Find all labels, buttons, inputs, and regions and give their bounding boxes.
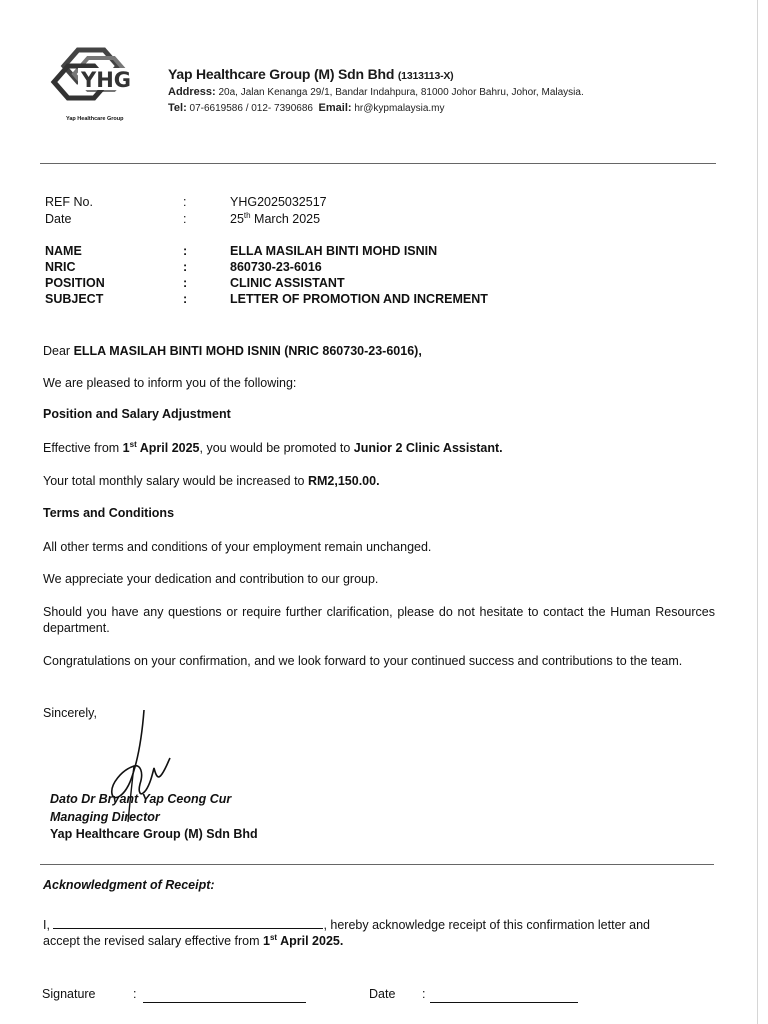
date-value: 25th March 2025 [230,210,321,226]
subject-label: SUBJECT [45,292,104,306]
ref-label: REF No. [45,195,93,209]
heading-terms: Terms and Conditions [43,506,175,520]
ack-line-2: accept the revised salary effective from 1st April 2025. [43,932,344,948]
svg-text:YHG: YHG [81,68,132,92]
company-contact: Tel: 07-6619586 / 012- 7390686 Email: hr@kypmalaysia.my [168,102,445,114]
signature-label: Signature [42,987,96,1001]
nric-colon: : [183,260,188,274]
nric-value: 860730-23-6016 [230,260,322,274]
name-colon: : [183,244,188,258]
salutation: Dear ELLA MASILAH BINTI MOHD ISNIN (NRIC 860730-23-6016), [43,344,422,358]
signatory-company: Yap Healthcare Group (M) Sdn Bhd [50,827,258,841]
ref-value: YHG2025032517 [230,195,327,209]
appreciation-text: We appreciate your dedication and contribution to our group. [43,572,379,586]
ack-line-1: I, , hereby acknowledge receipt of this confirmation letter and [43,918,651,932]
terms-text: All other terms and conditions of your employment remain unchanged. [43,540,432,554]
company-logo [48,44,140,126]
ack-date-blank [430,988,578,1003]
signatory-title: Managing Director [50,810,160,824]
company-name: Yap Healthcare Group (M) Sdn Bhd (1313113-X) [168,66,454,82]
footer-divider [40,864,714,865]
subject-colon: : [183,292,188,306]
scan-edge [757,0,758,1024]
ack-date-colon: : [422,987,426,1001]
handwritten-signature [100,706,190,826]
heading-position-salary: Position and Salary Adjustment [43,407,231,421]
questions-text: Should you have any questions or require further clarification, please do not hesitate to contact the Human Resources department. [43,605,715,635]
effective-text: Effective from 1st April 2025, you would be promoted to Junior 2 Clinic Assistant. [43,439,503,455]
ref-colon: : [183,195,187,209]
date-label: Date [45,212,72,226]
company-registration: (1313113-X) [397,70,454,82]
congratulations-text: Congratulations on your confirmation, and we look forward to your continued success and contributions to the team. [43,654,683,668]
logo-caption: Yap Healthcare Group [66,116,124,122]
nric-label: NRIC [45,260,76,274]
signatory-name: Dato Dr Bryant Yap Ceong Cur [50,792,232,806]
ack-name-blank [53,928,323,929]
ack-date-label: Date [369,987,396,1001]
subject-value: LETTER OF PROMOTION AND INCREMENT [230,292,488,306]
closing-text: Sincerely, [43,706,97,720]
signature-colon: : [133,987,137,1001]
position-colon: : [183,276,188,290]
header-divider [40,163,716,164]
salary-text: Your total monthly salary would be increased to RM2,150.00. [43,474,380,488]
signature-blank [143,988,306,1003]
position-label: POSITION [45,276,105,290]
company-address: Address: 20a, Jalan Kenanga 29/1, Bandar Indahpura, 81000 Johor Bahru, Johor, Malaysia. [168,86,584,98]
date-colon: : [183,212,187,226]
position-value: CLINIC ASSISTANT [230,276,345,290]
ack-heading: Acknowledgment of Receipt: [43,878,215,892]
name-value: ELLA MASILAH BINTI MOHD ISNIN [230,244,438,258]
name-label: NAME [45,244,82,258]
intro-text: We are pleased to inform you of the following: [43,376,297,390]
